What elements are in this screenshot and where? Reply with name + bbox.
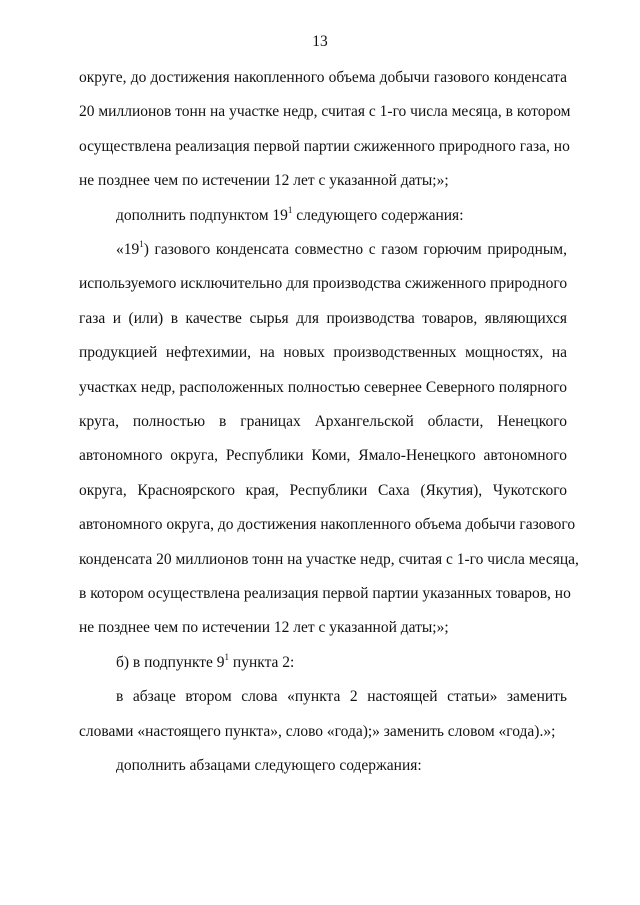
text-line <box>79 551 579 569</box>
text-line <box>79 413 567 431</box>
text-line-content: в котором осуществлена реализация первой партии указанных товаров, но <box>79 585 571 602</box>
text-line <box>79 344 567 362</box>
text-line-content: в абзаце втором слова «пункта 2 настоящей статьи» заменить <box>116 688 567 705</box>
text-line-content: автономного округа, Республики Коми, Ямало-Ненецкого автономного <box>79 447 567 464</box>
text-line <box>79 310 567 328</box>
text-line <box>79 482 567 500</box>
text-line-content: конденсата 20 миллионов тонн на участке недр, считая с 1-го числа месяца, <box>79 551 579 568</box>
text-line-content: округе, до достижения накопленного объема добычи газового конденсата <box>79 69 567 86</box>
text-line-content: осуществлена реализация первой партии сжиженного природного газа, но <box>79 138 570 155</box>
superscript: 1 <box>287 204 293 215</box>
text-line <box>79 275 567 293</box>
text-line <box>116 651 567 672</box>
text-line-content: словами «настоящего пункта», слово «года);» заменить словом «года).»; <box>79 723 556 740</box>
text-line <box>79 69 567 87</box>
text-line <box>79 172 567 190</box>
text-line-content: используемого исключительно для производства сжиженного природного <box>79 275 568 292</box>
text-line-content: не позднее чем по истечении 12 лет с указанной даты;»; <box>79 172 449 189</box>
superscript: 1 <box>139 238 144 249</box>
text-line-continuation: следующего содержания: <box>292 207 464 224</box>
text-line-continuation: пункта 2: <box>229 654 295 671</box>
text-line <box>116 757 567 775</box>
text-line <box>116 238 567 259</box>
text-line <box>79 723 567 741</box>
text-line-content: дополнить абзацами следующего содержания: <box>116 757 422 774</box>
text-line <box>116 204 567 225</box>
text-line-content: «19 <box>116 241 140 258</box>
text-line-content: б) в подпункте 9 <box>116 654 225 671</box>
text-line-content: не позднее чем по истечении 12 лет с указанной даты;»; <box>79 619 449 636</box>
text-line <box>79 379 567 397</box>
text-line-content: продукцией нефтехимии, на новых производственных мощностях, на <box>79 344 567 361</box>
text-line <box>79 619 567 637</box>
text-line <box>116 688 567 706</box>
text-line-content: 20 миллионов тонн на участке недр, считая с 1-го числа месяца, в котором <box>79 103 571 120</box>
text-line-content: дополнить подпунктом 19 <box>116 207 288 224</box>
text-line-content: участках недр, расположенных полностью севернее Северного полярного <box>79 379 567 396</box>
text-line <box>79 138 570 156</box>
text-line-content: круга, полностью в границах Архангельской области, Ненецкого <box>79 413 567 430</box>
text-line <box>79 103 571 121</box>
text-line-content: газа и (или) в качестве сырья для производства товаров, являющихся <box>79 310 567 327</box>
superscript: 1 <box>224 651 230 662</box>
page-number: 13 <box>312 33 328 50</box>
text-line-continuation: ) газового конденсата совместно с газом горючим природным, <box>143 241 567 258</box>
text-line <box>79 585 571 603</box>
text-line <box>79 447 567 465</box>
text-line <box>79 516 576 534</box>
text-line-content: округа, Красноярского края, Республики Саха (Якутия), Чукотского <box>79 482 567 499</box>
text-line-content: автономного округа, до достижения накопленного объема добычи газового <box>79 516 576 533</box>
